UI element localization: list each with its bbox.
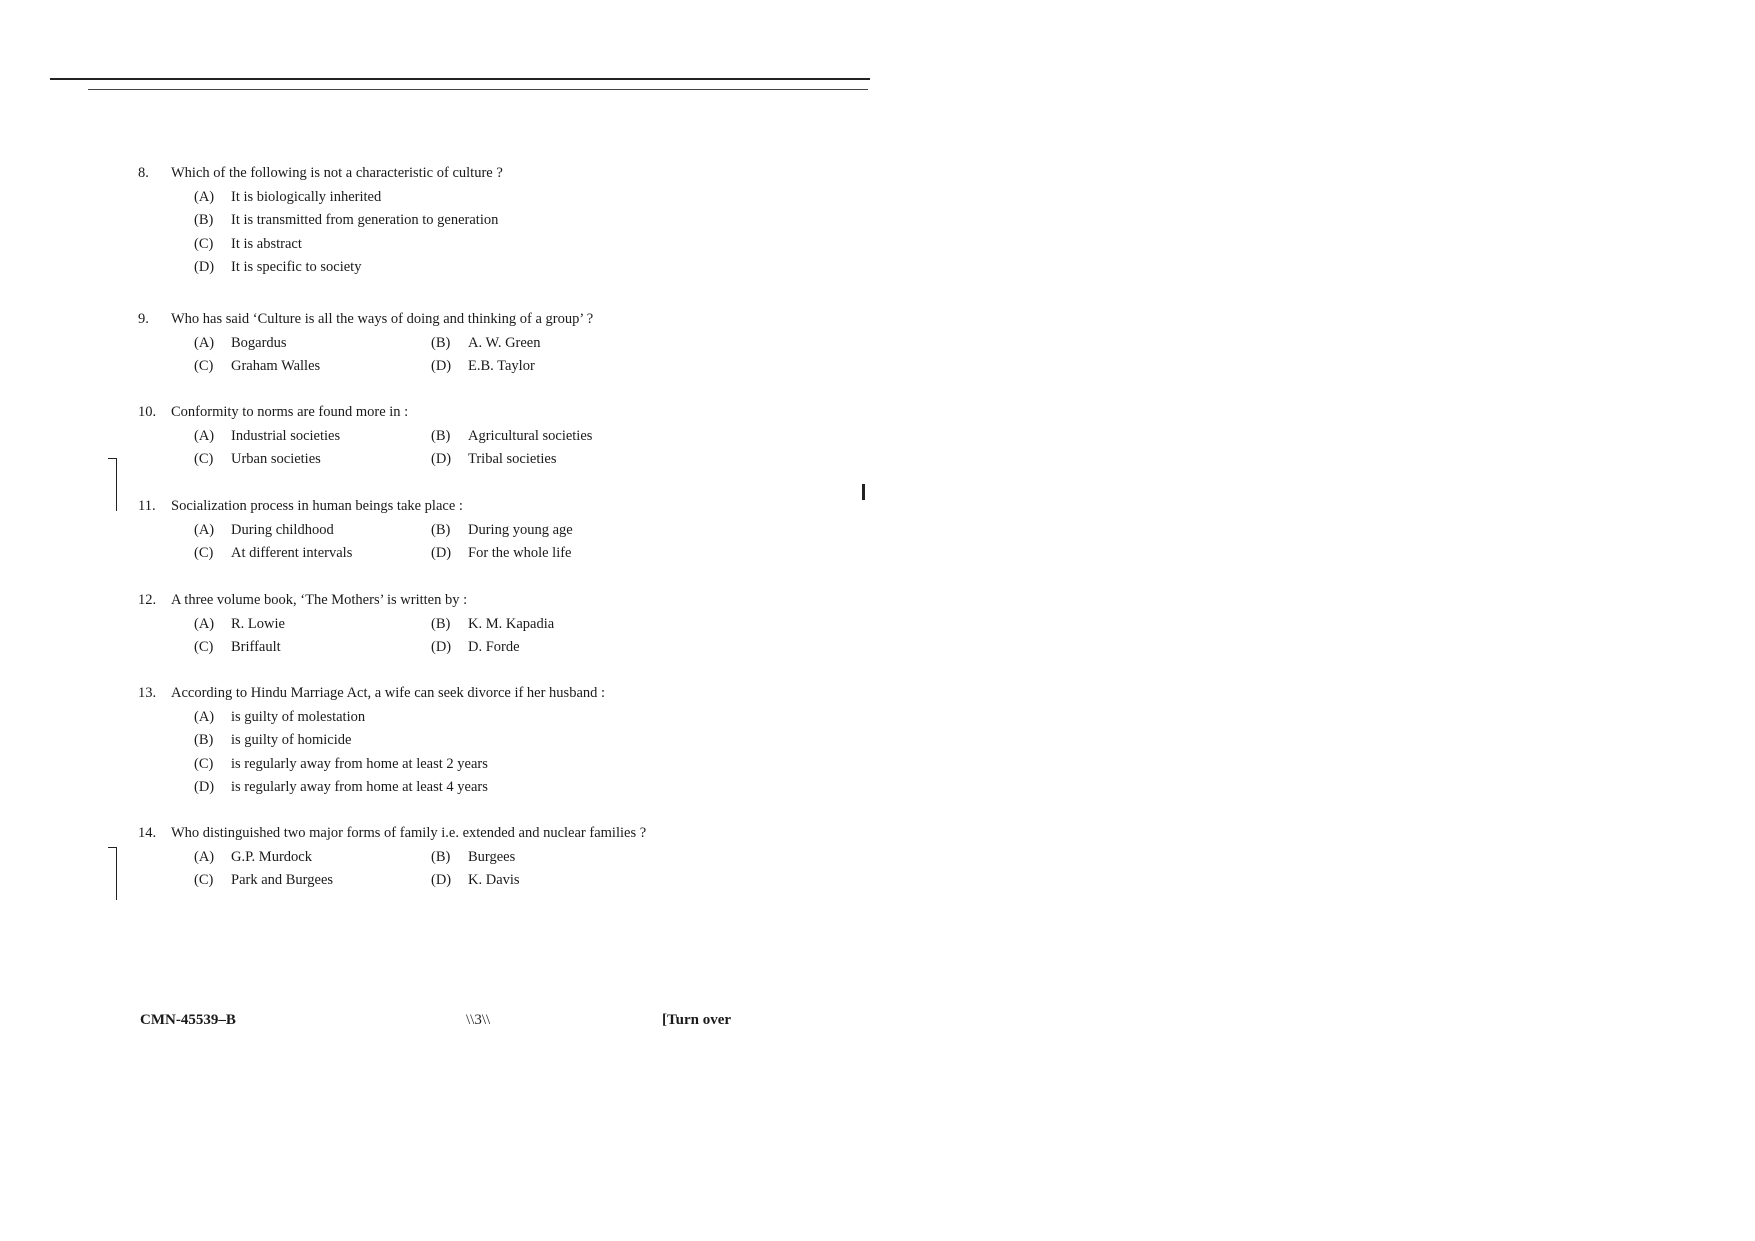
option-d: (D) Tribal societies bbox=[431, 451, 557, 467]
question-12 bbox=[138, 589, 838, 660]
option-c: (C) Park and Burgees bbox=[194, 872, 334, 888]
option-c: (C) It is abstract bbox=[194, 235, 302, 252]
question-14 bbox=[138, 822, 838, 893]
question-9 bbox=[138, 308, 838, 379]
question-text: Socialization process in human beings take place : bbox=[171, 498, 463, 514]
option-a: (A) During childhood bbox=[194, 521, 334, 538]
question-text: A three volume book, ‘The Mothers’ is written by : bbox=[171, 592, 468, 608]
option-b: (B) Burgees bbox=[431, 848, 516, 865]
question-number: 10. bbox=[138, 404, 157, 420]
option-c: (C) Briffault bbox=[194, 639, 281, 655]
option-b: (B) During young age bbox=[431, 521, 573, 538]
option-d: (D) is regularly away from home at least 4 years bbox=[194, 779, 488, 795]
question-number: 14. bbox=[138, 825, 157, 841]
question-text: Conformity to norms are found more in : bbox=[171, 404, 409, 420]
option-b: (B) Agricultural societies bbox=[431, 427, 593, 444]
question-10 bbox=[138, 401, 838, 472]
question-number: 13. bbox=[138, 685, 157, 701]
option-b: (B) A. W. Green bbox=[431, 334, 541, 351]
option-d: (D) K. Davis bbox=[431, 872, 520, 888]
option-d: (D) It is specific to society bbox=[194, 259, 362, 275]
question-number: 11. bbox=[138, 498, 156, 514]
margin-bracket-mark bbox=[108, 458, 117, 511]
option-b: (B) It is transmitted from generation to generation bbox=[194, 212, 499, 228]
question-8 bbox=[138, 162, 838, 280]
page-number: \\3\\ bbox=[466, 1012, 491, 1028]
turn-over-note: [Turn over bbox=[662, 1012, 732, 1028]
option-d: (D) E.B. Taylor bbox=[431, 358, 535, 374]
option-c: (C) At different intervals bbox=[194, 545, 353, 561]
question-text: According to Hindu Marriage Act, a wife can seek divorce if her husband : bbox=[171, 685, 606, 701]
option-d: (D) D. Forde bbox=[431, 639, 520, 655]
option-b: (B) K. M. Kapadia bbox=[431, 615, 555, 632]
option-d: (D) For the whole life bbox=[431, 545, 572, 561]
option-a: (A) Bogardus bbox=[194, 334, 287, 351]
question-11 bbox=[138, 495, 838, 566]
header-rule-top bbox=[50, 78, 870, 80]
option-c: (C) is regularly away from home at least 2 years bbox=[194, 755, 488, 772]
option-c: (C) Graham Walles bbox=[194, 358, 321, 374]
margin-bracket-mark bbox=[108, 847, 117, 900]
option-c: (C) Urban societies bbox=[194, 451, 321, 467]
question-text: Who distinguished two major forms of family i.e. extended and nuclear families ? bbox=[171, 825, 647, 841]
option-a: (A) It is biologically inherited bbox=[194, 188, 382, 205]
option-a: (A) G.P. Murdock bbox=[194, 848, 312, 865]
option-a: (A) Industrial societies bbox=[194, 427, 341, 444]
margin-tick-mark bbox=[862, 484, 865, 500]
question-number: 12. bbox=[138, 592, 157, 608]
question-13 bbox=[138, 682, 838, 800]
header-rule-bottom bbox=[88, 89, 868, 90]
question-text: Which of the following is not a characteristic of culture ? bbox=[171, 165, 503, 181]
option-a: (A) is guilty of molestation bbox=[194, 708, 366, 725]
question-text: Who has said ‘Culture is all the ways of doing and thinking of a group’ ? bbox=[171, 311, 594, 327]
option-a: (A) R. Lowie bbox=[194, 615, 285, 632]
question-number: 9. bbox=[138, 311, 149, 327]
paper-code: CMN-45539–B bbox=[140, 1012, 236, 1028]
option-b: (B) is guilty of homicide bbox=[194, 732, 352, 748]
question-number: 8. bbox=[138, 165, 149, 181]
